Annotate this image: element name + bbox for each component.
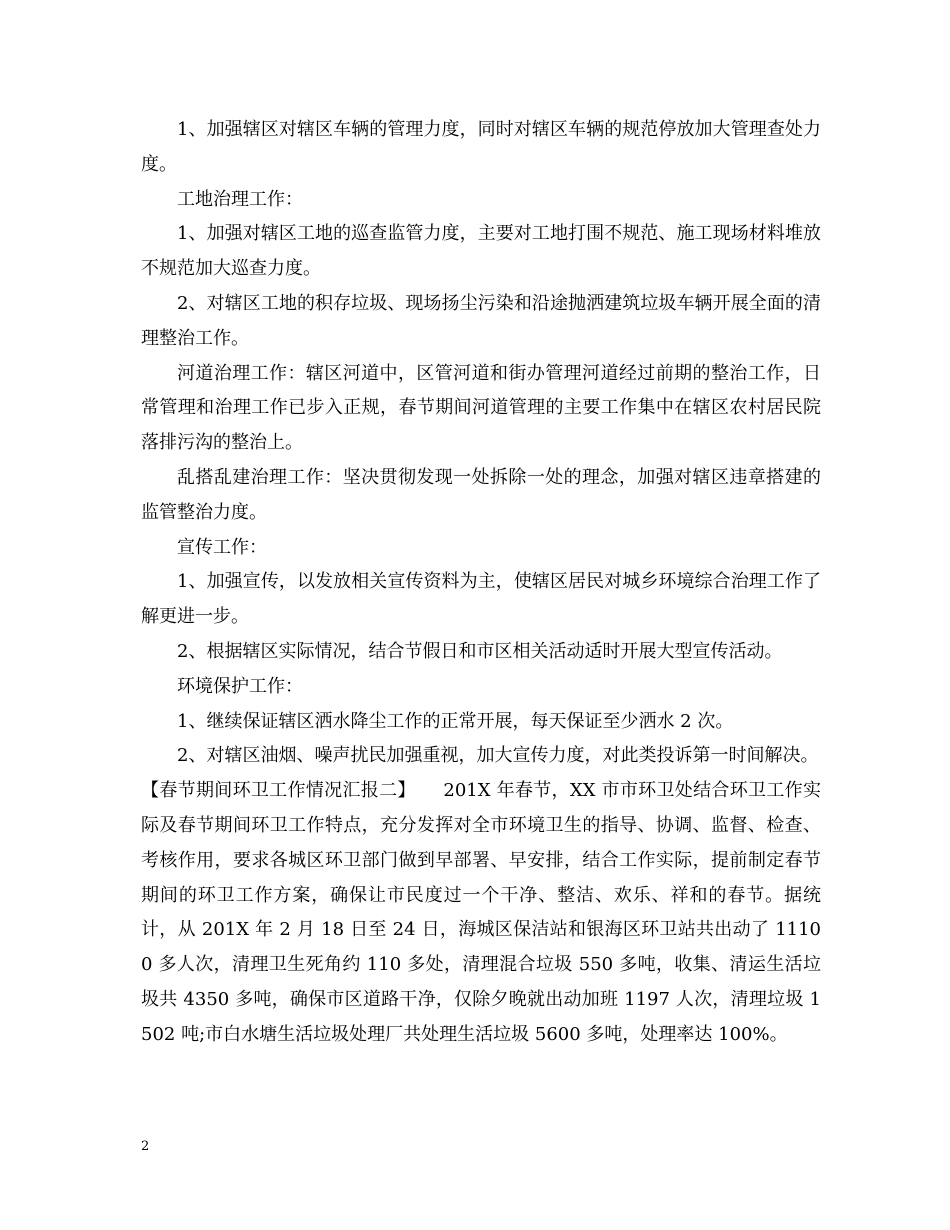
paragraph-report-two: 【春节期间环卫工作情况汇报二】 201X 年春节，XX 市市环卫处结合环卫工作实际及春节期间环卫工作特点，充分发挥对全市环境卫生的指导、协调、监督、检查、考核作用，要求各城区环卫部门做到早部署、早安排，结合工作实际，提前制定春节期间的环卫工作方案，确保让市民度过一个干净、整洁、欢乐、祥和的春节。据统计，从 201X 年 2 月 18 日至 24 日，海城区保洁站和银海区环卫站共出动了 11100 多人次，清理卫生死角约 110 多处，清理混合垃圾 550 多吨，收集、清运生活垃圾共 4350 多吨，确保市区道路干净，仅除夕晚就出动加班 1197 人次，清理垃圾 1502 吨;市白水塘生活垃圾处理厂共处理生活垃圾 5600 多吨，处理率达 100%。 xyxy=(141,780,821,1045)
paragraph-river-management: 河道治理工作：辖区河道中，区管河道和街办管理河道经过前期的整治工作，日常管理和治理工作已步入正规，春节期间河道管理的主要工作集中在辖区农村居民院落排污沟的整治上。 xyxy=(141,362,821,454)
document-body xyxy=(141,113,821,1053)
paragraph-site-inspection: 1、加强对辖区工地的巡查监管力度，主要对工地打围不规范、施工现场材料堆放不规范加大巡查力度。 xyxy=(141,223,821,280)
page-number: 2 xyxy=(141,1139,150,1154)
paragraph-illegal-construction: 乱搭乱建治理工作：坚决贯彻发现一处拆除一处的理念，加强对辖区违章搭建的监管整治力度。 xyxy=(141,466,821,523)
paragraph-dust-control: 1、继续保证辖区洒水降尘工作的正常开展，每天保证至少洒水 2 次。 xyxy=(177,710,734,732)
paragraph-noise-control: 2、对辖区油烟、噪声扰民加强重视，加大宣传力度，对此类投诉第一时间解决。 xyxy=(177,745,819,767)
heading-publicity-work: 宣传工作： xyxy=(177,536,267,558)
paragraph-vehicle-management: 1、加强辖区对辖区车辆的管理力度，同时对辖区车辆的规范停放加大管理查处力度。 xyxy=(141,119,821,175)
paragraph-publicity-events: 2、根据辖区实际情况，结合节假日和市区相关活动适时开展大型宣传活动。 xyxy=(177,640,783,662)
heading-construction-site-work: 工地治理工作： xyxy=(177,188,303,210)
heading-environment-protection: 环境保护工作： xyxy=(177,675,303,697)
paragraph-site-cleanup: 2、对辖区工地的积存垃圾、现场扬尘污染和沿途抛洒建筑垃圾车辆开展全面的清理整治工作。 xyxy=(141,292,821,349)
paragraph-publicity-materials: 1、加强宣传，以发放相关宣传资料为主，使辖区居民对城乡环境综合治理工作了解更进一步。 xyxy=(141,571,821,628)
